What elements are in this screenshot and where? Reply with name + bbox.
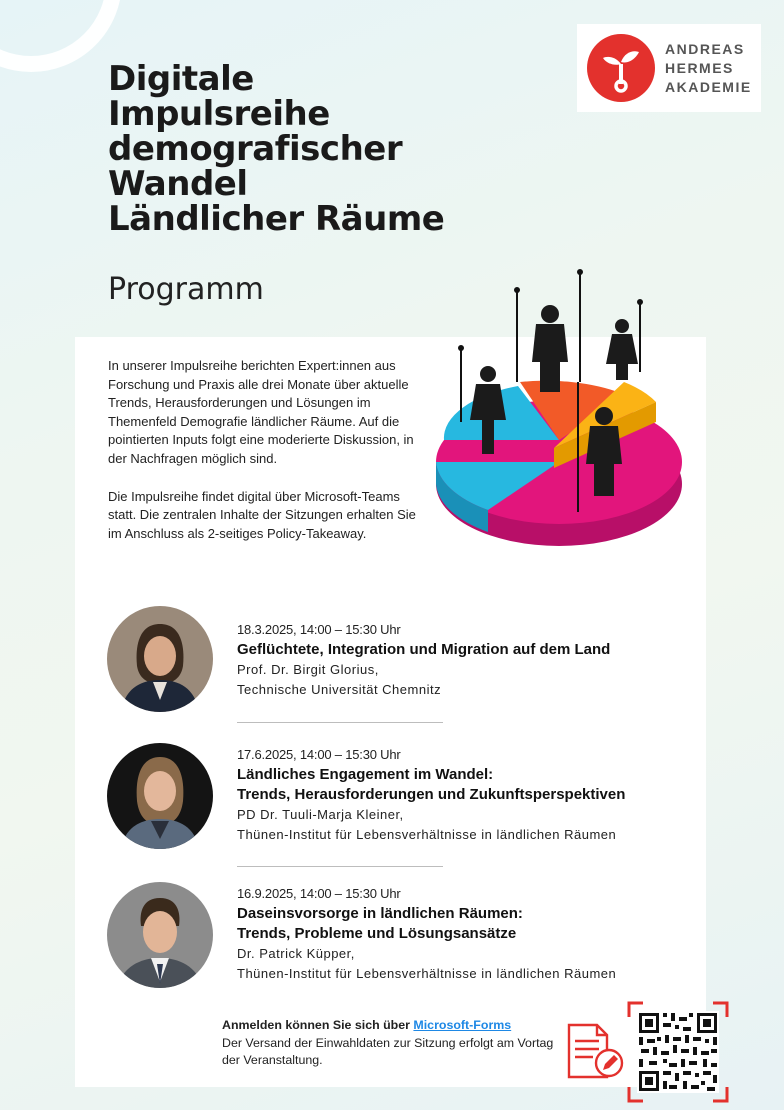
speaker-portrait-1 [107, 606, 213, 712]
session-2-title-line-2: Trends, Herausforderungen und Zukunftsperspektiven [237, 786, 626, 803]
session-3-title-line-1: Daseinsvorsorge in ländlichen Räumen: [237, 905, 523, 922]
session-3-speaker: Dr. Patrick Küpper, [237, 946, 355, 961]
session-divider-1 [237, 722, 443, 723]
session-2-affiliation: Thünen-Institut für Lebensverhältnisse in ländlichen Räumen [237, 827, 617, 842]
academy-logo [577, 24, 761, 112]
registration-info [222, 1017, 562, 1070]
page-title [108, 59, 445, 239]
session-1 [237, 620, 610, 700]
title-line-3: demografischer [108, 129, 403, 169]
title-line-2: Impulsreihe [108, 94, 330, 134]
session-divider-2 [237, 866, 443, 867]
intro-paragraph-2: Die Impulsreihe findet digital über Microsoft-Teams statt. Die zentralen Inhalte der Sitzungen erhalten Sie im Anschluss als 2-seitiges Policy-Takeaway. [108, 488, 416, 541]
session-3 [237, 884, 616, 984]
title-line-4: Wandel [108, 164, 248, 204]
logo-line-1: ANDREAS [665, 41, 745, 57]
speaker-photo-kleiner [107, 743, 213, 849]
registration-qr-code[interactable] [627, 1001, 729, 1103]
demographic-pie-chart-illustration [428, 262, 690, 554]
session-1-title: Geflüchtete, Integration und Migration auf dem Land [237, 641, 611, 658]
session-2-date: 17.6.2025, 14:00 – 15:30 Uhr [237, 747, 401, 762]
logo-line-2: HERMES [665, 60, 734, 76]
logo-line-3: AKADEMIE [665, 79, 752, 95]
speaker-portrait-2 [107, 743, 213, 849]
speaker-photo-glorius [107, 606, 213, 712]
intro-paragraph-1: In unserer Impulsreihe berichten Expert:innen aus Forschung und Praxis alle drei Monate über aktuelle Trends, Herausforderungen und Lösungen im Themenfeld Demografie ländlicher Räume. Auf die pointierten Inputs folgt eine moderierte Diskussion, in der Nachfragen möglich sind. [108, 358, 414, 466]
intro-text [108, 357, 428, 562]
session-2-speaker: PD Dr. Tuuli-Marja Kleiner, [237, 807, 404, 822]
registration-note: Der Versand der Einwahldaten zur Sitzung erfolgt am Vortag der Veranstaltung. [222, 1035, 554, 1067]
title-line-5: Ländlicher Räume [108, 199, 445, 239]
session-3-affiliation: Thünen-Institut für Lebensverhältnisse in ländlichen Räumen [237, 966, 617, 981]
speaker-portrait-3 [107, 882, 213, 988]
speaker-photo-kuepper [107, 882, 213, 988]
sprout-logo-icon [587, 34, 655, 102]
session-1-affiliation: Technische Universität Chemnitz [237, 682, 442, 697]
session-1-speaker: Prof. Dr. Birgit Glorius, [237, 662, 379, 677]
form-edit-icon [563, 1017, 629, 1083]
registration-prefix: Anmelden können Sie sich über [222, 1018, 414, 1032]
microsoft-forms-link[interactable]: Microsoft-Forms [413, 1018, 512, 1032]
session-3-date: 16.9.2025, 14:00 – 15:30 Uhr [237, 886, 401, 901]
session-1-date: 18.3.2025, 14:00 – 15:30 Uhr [237, 622, 401, 637]
logo-text [665, 40, 752, 97]
session-3-title-line-2: Trends, Probleme und Lösungsansätze [237, 925, 517, 942]
page-subtitle: Programm [108, 272, 264, 307]
decorative-ring [0, 0, 122, 72]
session-2-title-line-1: Ländliches Engagement im Wandel: [237, 766, 494, 783]
session-2 [237, 745, 625, 845]
title-line-1: Digitale [108, 59, 254, 99]
